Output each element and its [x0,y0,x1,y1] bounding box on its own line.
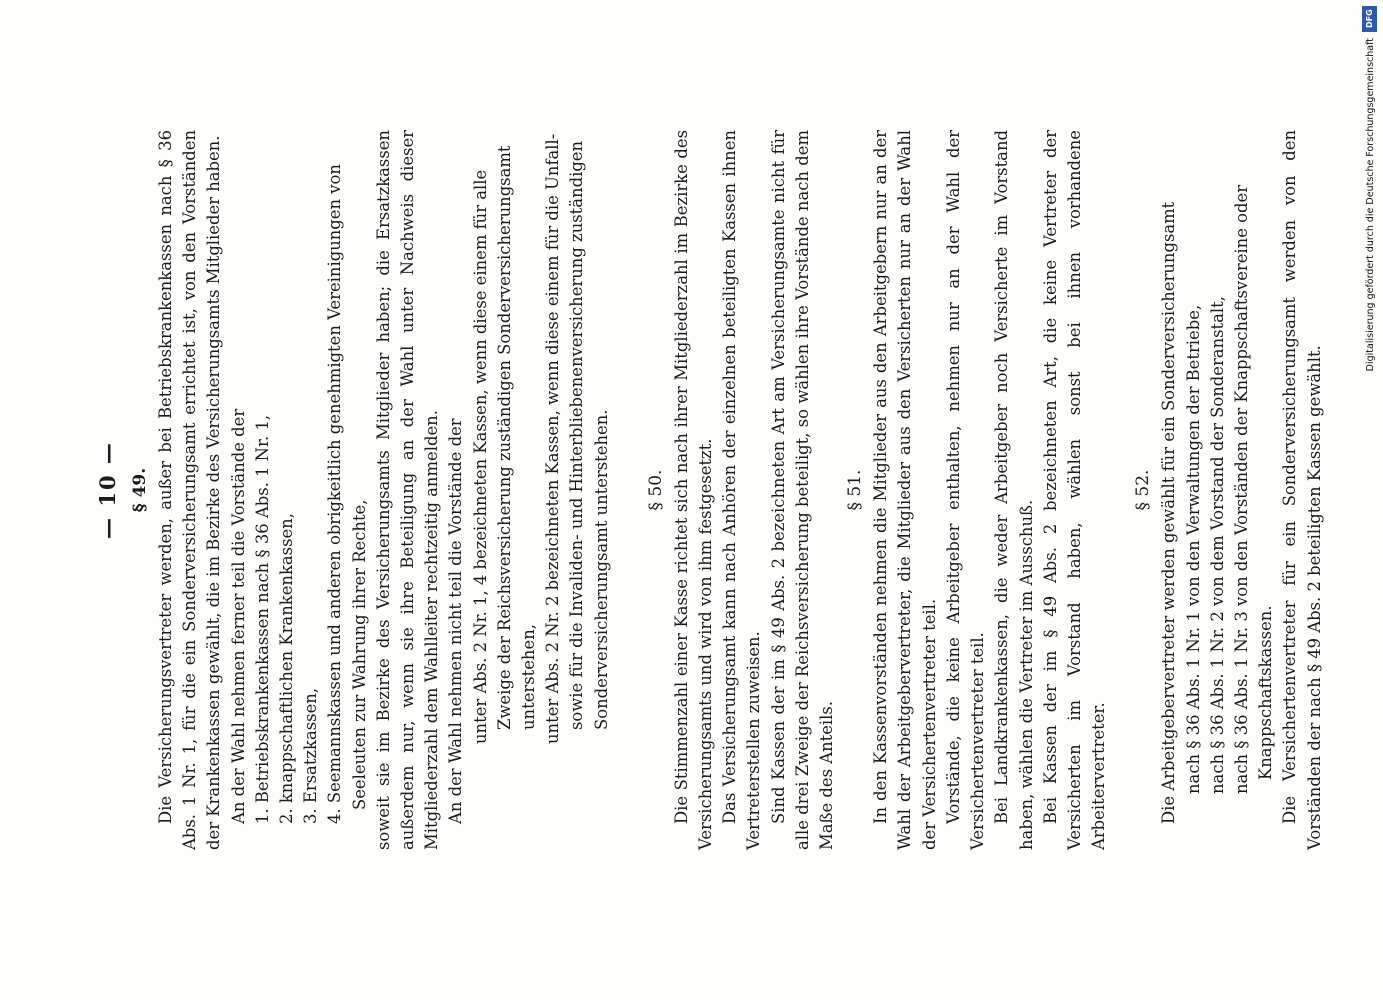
section-49-heading: § 49. [130,467,150,513]
page-body [95,130,1327,850]
section-49-item-4: 4. Seemannskassen und anderen obrigkeitlich genehmigten Vereinigungen von Seeleuten zur Wahrung ihrer Rechte, [325,164,369,824]
dfg-logo: DFG [1362,6,1377,32]
section-49-subclause-2: unter Abs. 2 Nr. 2 bezeichneten Kassen, wenn diese einem für die Unfall- sowie für die Invaliden- und Hinterbliebenenversicherung zuständigen Sonderversicherungsamt unterstehen. [543,133,611,744]
section-49-item-1: 1. Betriebskrankenkassen nach § 36 Abs. 1 Nr. 1, [252,414,272,824]
section-50-paragraph-3: Sind Kassen der im § 49 Abs. 2 bezeichneten Art am Versicherungsamte nicht für alle drei Zweige der Reichsversicherung beteiligt, so wählen ihre Vorstände nach dem Maße des Anteils. [768,130,837,850]
section-49-subclause-1: unter Abs. 2 Nr. 1, 4 bezeichneten Kassen, wenn diese einem für alle Zweige der Reichsversicherung zuständigen Sonderversicherungsamt unterstehen, [470,145,539,744]
section-49-item-3: 3. Ersatzkassen, [301,687,321,824]
section-51-heading: § 51. [845,469,866,511]
section-49-paragraph-4: An der Wahl nehmen nicht teil die Vorstände der [446,418,466,824]
section-49-intro: Die Versicherungsvertreter werden, außer bei Betriebskrankenkassen nach § 36 Abs. 1 Nr. 1, für die ein Sonderversicherungsamt errichtet ist, von den Vorständen der Krankenkassen gewählt, die im Bezirke des Versicherungsamts Mitglieder haben. [156,130,224,850]
section-49-paragraph-3: soweit sie im Bezirke des Versicherungsamts Mitglieder haben; die Ersatzkassen außerdem nur, wenn sie ihre Beteiligung an der Wahl unter Nachweis dieser Mitgliederzahl dem Wahlleiter rechtzeitig anmelden. [373,130,442,850]
section-52-item-1: nach § 36 Abs. 1 Nr. 1 von den Verwaltungen der Betriebe, [1183,304,1203,794]
section-52-item-2: nach § 36 Abs. 1 Nr. 2 von dem Vorstand der Sonderanstalt, [1207,296,1227,794]
credit-text: Digitalisierung gefördert durch die Deutsche Forschungsgemeinschaft [1365,38,1376,372]
section-51-paragraph-1: In den Kassenvorständen nehmen die Mitglieder aus den Arbeitgebern nur an der Wahl der Arbeitgebervertreter, die Mitglieder aus den Versicherten nur an der Wahl der Versichertenvertreter teil. [871,130,939,850]
section-51-paragraph-2: Vorstände, die keine Arbeitgeber enthalten, nehmen nur an der Wahl der Versichertenvertreter teil. [943,130,988,850]
section-49-paragraph-2: An der Wahl nehmen ferner teil die Vorstände der [228,408,248,824]
section-52-heading: § 52. [1133,469,1154,511]
section-51-paragraph-4: Bei Kassen der im § 49 Abs. 2 bezeichneten Art, die keine Vertreter der Versicherten im Vorstand haben, wählen sonst bei ihnen vorhandene Arbeitervertreter. [1040,130,1109,850]
section-50-paragraph-1: Die Stimmenzahl einer Kasse richtet sich nach ihrer Mitgliederzahl im Bezirke des Versicherungsamts und wird von ihm festgesetzt. [671,130,716,850]
section-50-heading: § 50. [645,469,666,511]
section-50-paragraph-2: Das Versicherungsamt kann nach Anhören der einzelnen beteiligten Kassen ihnen Vertreterstellen zuweisen. [720,130,764,850]
page-number: — 10 — [95,441,120,539]
section-52-paragraph-1: Die Arbeitgebervertreter werden gewählt für ein Sonderversicherungsamt [1159,201,1179,824]
section-51-paragraph-3: Bei Landkrankenkassen, die weder Arbeitgeber noch Versicherte im Vorstand haben, wählen die Vertreter im Ausschuß. [992,130,1036,850]
digitization-credit [1359,6,1377,426]
section-52-item-3: nach § 36 Abs. 1 Nr. 3 von den Vorständen der Knappschaftsvereine oder Knappschaftskassen. [1231,184,1276,794]
section-52-paragraph-2: Die Versichertenvertreter für ein Sonderversicherungsamt werden von den Vorständen der nach § 49 Abs. 2 beteiligten Kassen gewählt. [1280,130,1324,850]
section-49-item-2: 2. knappschaftlichen Krankenkassen, [277,513,297,824]
